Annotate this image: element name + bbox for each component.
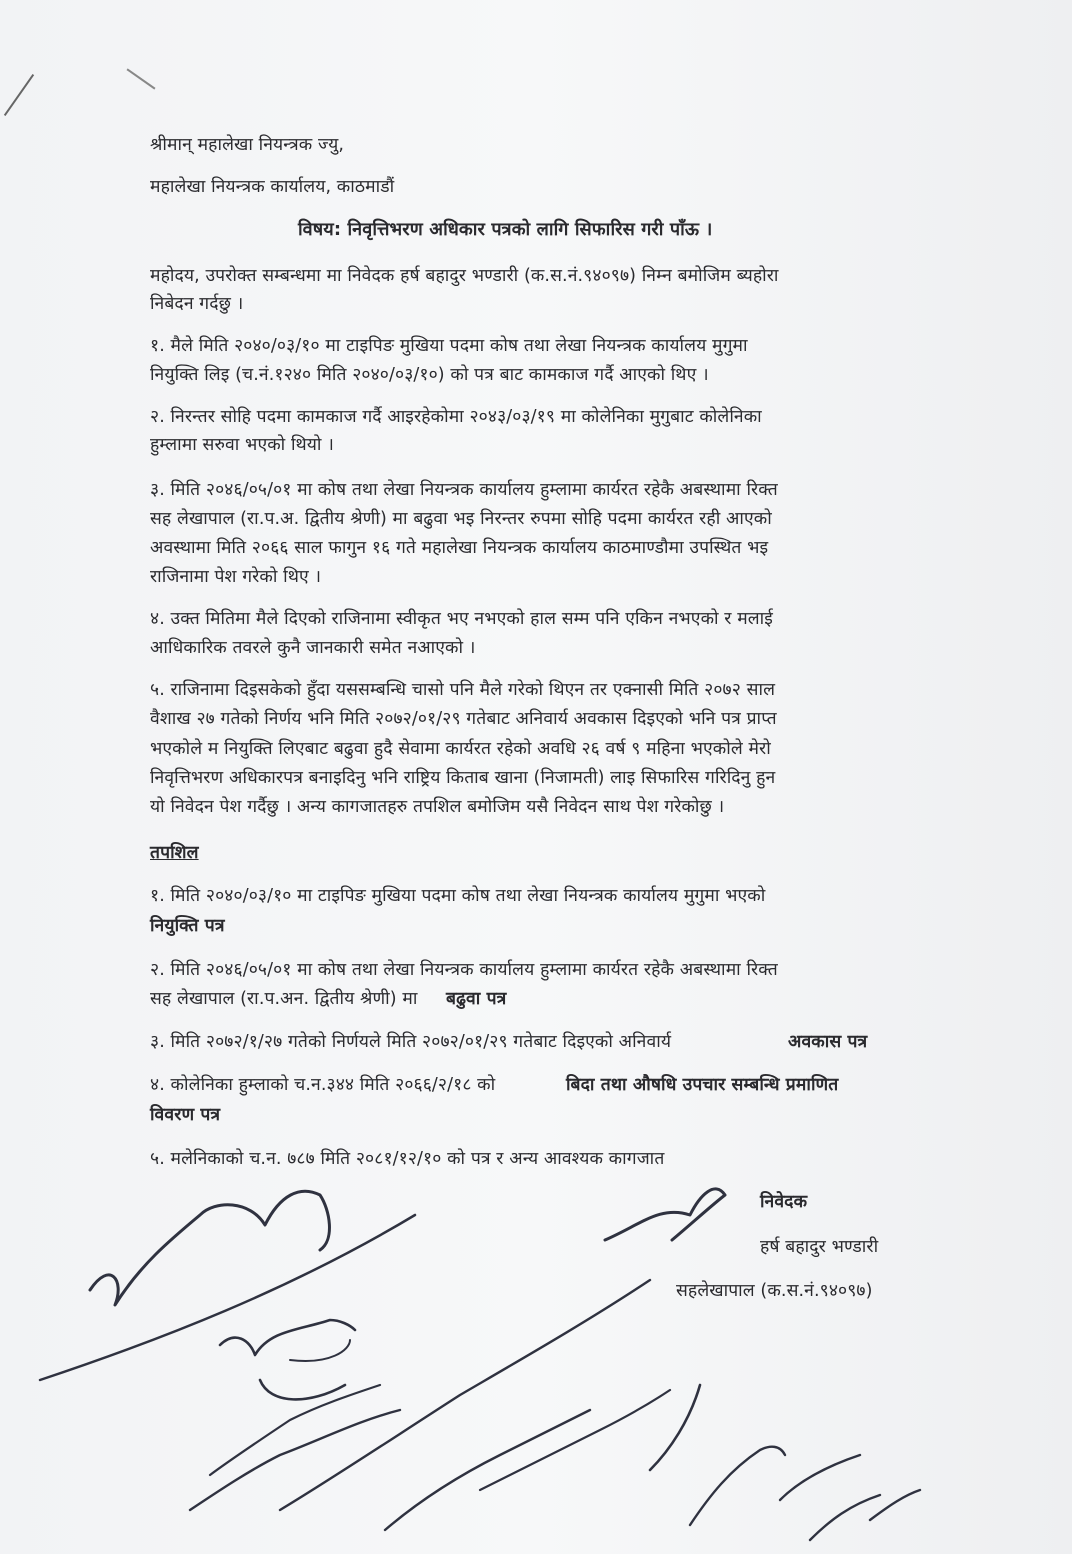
salutation: श्रीमान् महालेखा नियन्त्रक ज्यु, (150, 135, 345, 155)
point-line: राजिनामा पेश गरेको थिए । (150, 567, 322, 587)
point-line: १. मैले मिति २०४०/०३/१० मा टाइपिङ मुखिया पदमा कोष तथा लेखा नियन्त्रक कार्यालय मुगुमा (150, 336, 748, 356)
point-line: भएकोले म नियुक्ति लिएबाट बढुवा हुदै सेवामा कार्यरत रहेको अवधि २६ वर्ष ९ महिना भएकोले मेरो (150, 739, 771, 759)
signature-designation: सहलेखापाल (क.स.नं.९४०९७) (676, 1281, 873, 1301)
point-line: ३. मिति २०४६/०५/०१ मा कोष तथा लेखा नियन्त्रक कार्यालय हुम्लामा कार्यरत रहेकै अबस्थामा रिक्त (150, 480, 778, 500)
point-line: अवस्थामा मिति २०६६ साल फागुन १६ गते महालेखा नियन्त्रक कार्यालय काठमाण्डौमा उपस्थित भइ (150, 538, 769, 558)
annex-line: १. मिति २०४०/०३/१० मा टाइपिङ मुखिया पदमा कोष तथा लेखा नियन्त्रक कार्यालय मुगुमा भएको (150, 886, 766, 906)
point-line: वैशाख २७ गतेको निर्णय भनि मिति २०७२/०१/२९ गतेबाट अनिवार्य अवकास दिइएको भनि पत्र प्राप्त (150, 709, 777, 729)
annex-bold: अवकास पत्र (788, 1032, 868, 1052)
annex-line: ५. मलेनिकाको च.न. ७८७ मिति २०८१/१२/१० को पत्र र अन्य आवश्यक कागजात (150, 1149, 665, 1169)
point-line: ४. उक्त मितिमा मैले दिएको राजिनामा स्वीकृत भए नभएको हाल सम्म पनि एकिन नभएको र मलाई (150, 609, 773, 629)
signature-label: निवेदक (760, 1192, 808, 1212)
annex-bold: विवरण पत्र (150, 1105, 221, 1125)
intro-line: महोदय, उपरोक्त सम्बन्धमा मा निवेदक हर्ष बहादुर भण्डारी (क.स.नं.९४०९७) निम्न बमोजिम ब्यहोरा (150, 266, 779, 286)
official-signature (90, 1191, 329, 1305)
point-line: २. निरन्तर सोहि पदमा कामकाज गर्दै आइरहेकोमा २०४३/०३/१९ मा कोलेनिका मुगुबाट कोलेनिका (150, 407, 762, 427)
annex-bold: बढुवा पत्र (446, 989, 507, 1009)
signature-name: हर्ष बहादुर भण्डारी (760, 1237, 879, 1257)
subject-line: विषय: निवृत्तिभरण अधिकार पत्रको लागि सिफारिस गरी पाँऊ । (298, 219, 713, 240)
office-address: महालेखा नियन्त्रक कार्यालय, काठमाडौं (150, 177, 395, 197)
annex-heading: तपशिल (150, 843, 199, 863)
point-line: सह लेखापाल (रा.प.अ. द्वितीय श्रेणी) मा बढुवा भइ निरन्तर रुपमा सोहि पदमा कार्यरत रही आएको (150, 509, 772, 529)
point-line: हुम्लामा सरुवा भएको थियो । (150, 435, 334, 455)
annex-line: २. मिति २०४६/०५/०१ मा कोष तथा लेखा नियन्त्रक कार्यालय हुम्लामा कार्यरत रहेकै अबस्थामा रिक्त (150, 960, 778, 980)
intro-line: निबेदन गर्दछु । (150, 294, 244, 314)
point-line: निवृत्तिभरण अधिकारपत्र बनाइदिनु भनि राष्ट्रिय किताब खाना (निजामती) लाइ सिफारिस गरिदिनु हुन (150, 768, 776, 788)
annex-line: ४. कोलेनिका हुम्लाको च.न.३४४ मिति २०६६/२/१८ को (150, 1075, 496, 1095)
point-line: यो निवेदन पेश गर्दैछु । अन्य कागजातहरु तपशिल बमोजिम यसै निवेदन साथ पेश गरेकोछु । (150, 797, 725, 817)
applicant-signature (605, 1189, 725, 1240)
annex-line: ३. मिति २०७२/१/२७ गतेको निर्णयले मिति २०७२/०१/२९ गतेबाट दिइएको अनिवार्य (150, 1032, 672, 1052)
annex-bold: बिदा तथा औषधि उपचार सम्बन्धि प्रमाणित (566, 1075, 839, 1095)
point-line: नियुक्ति लिइ (च.नं.१२४० मिति २०४०/०३/१०) को पत्र बाट कामकाज गर्दै आएको थिए । (150, 365, 709, 385)
annex-bold: नियुक्ति पत्र (150, 916, 225, 936)
annex-line: सह लेखापाल (रा.प.अन. द्वितीय श्रेणी) मा (150, 989, 418, 1009)
point-line: ५. राजिनामा दिइसकेको हुँदा यससम्बन्धि चासो पनि मैले गरेको थिएन तर एक्नासी मिति २०७२ साल (150, 680, 776, 700)
point-line: आधिकारिक तवरले कुनै जानकारी समेत नआएको । (150, 638, 476, 658)
handwritten-note (190, 1410, 400, 1510)
